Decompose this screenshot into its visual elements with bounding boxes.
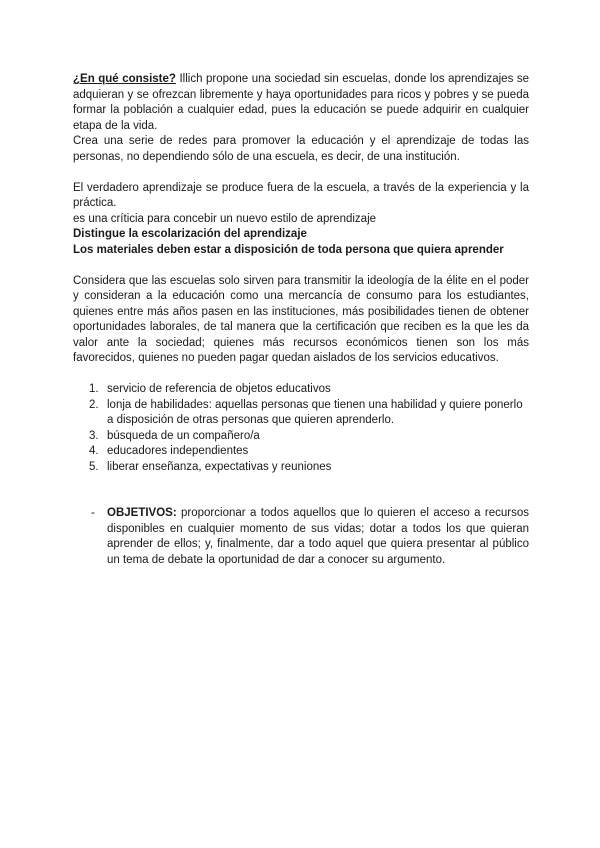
- list-item-text: búsqueda de un compañero/a: [107, 429, 260, 442]
- spacer: [73, 491, 529, 507]
- list-item: [89, 460, 529, 476]
- intro-label: ¿En qué consiste?: [73, 73, 176, 85]
- list-item: [89, 444, 529, 460]
- materials-heading: Los materiales deben estar a disposición de toda persona que quiera aprender: [73, 243, 504, 256]
- considers-paragraph: Considera que las escuelas solo sirven para transmitir la ideología de la élite en el poder y consideran a la educación como una mercancía de consumo para los estudiantes, quienes entre más años pasen en las instituciones, más posibilidades tienen de obtener oportunidades laborales, de tal manera que la certificación que reciben es la que les da valor ante la sociedad; quienes más recursos económicos tienen son los más favorecidos, quienes no pueden pagar quedan aislados de los servicios educativos.: [73, 274, 529, 364]
- list-item-text: lonja de habilidades: aquellas personas que tienen una habilidad y quiere ponerlo a disposición de otras personas que quieren aprenderlo.: [107, 398, 523, 426]
- spacer: [73, 367, 529, 383]
- list-number: 2.: [89, 398, 99, 411]
- objectives-text: proporcionar a todos aquellos que lo quieren el acceso a recursos disponibles en cualquier momento de sus vidas; dotar a todos los que quieran aprender de ellos; y, finalmente, dar a todo aquel que quiera presentar al público un tema de debate la oportunidad de dar a conocer su argumento.: [107, 507, 529, 566]
- list-number: 4.: [89, 445, 99, 457]
- document-page: [73, 72, 529, 568]
- bullet-dash: -: [91, 507, 95, 519]
- real-learning-paragraph: El verdadero aprendizaje se produce fuera de la escuela, a través de la experiencia y la práctica.: [73, 181, 529, 209]
- networks-paragraph: Crea una serie de redes para promover la educación y el aprendizaje de todas las personas, no dependiendo sólo de una escuela, es decir, de una institución.: [73, 135, 529, 163]
- list-item: [89, 398, 529, 429]
- spacer: [73, 475, 529, 491]
- objectives-paragraph: [73, 506, 529, 568]
- list-number: 1.: [89, 383, 99, 395]
- list-number: 3.: [89, 429, 99, 442]
- distinguishes-heading: Distingue la escolarización del aprendizaje: [73, 228, 307, 240]
- criticism-line: es una críticia para concebir un nuevo estilo de aprendizaje: [73, 212, 377, 225]
- intro-text: Illich propone una sociedad sin escuelas, donde los aprendizajes se adquieran y se ofrezcan libremente y haya oportunidades para ricos y pobres y se pueda formar la población a cualquier edad, pues la educación se puede adquirir en cualquier etapa de la vida.: [73, 73, 529, 132]
- list-number: 5.: [89, 460, 99, 473]
- objectives-label: OBJETIVOS:: [107, 507, 177, 519]
- list-item-text: educadores independientes: [107, 445, 249, 457]
- list-item-text: liberar enseñanza, expectativas y reuniones: [107, 460, 332, 473]
- list-item: [89, 382, 529, 398]
- list-item: [89, 429, 529, 445]
- services-list: [73, 382, 529, 475]
- intro-paragraph: [73, 72, 529, 134]
- list-item-text: servicio de referencia de objetos educativos: [107, 383, 331, 395]
- spacer: [73, 165, 529, 181]
- spacer: [73, 258, 529, 274]
